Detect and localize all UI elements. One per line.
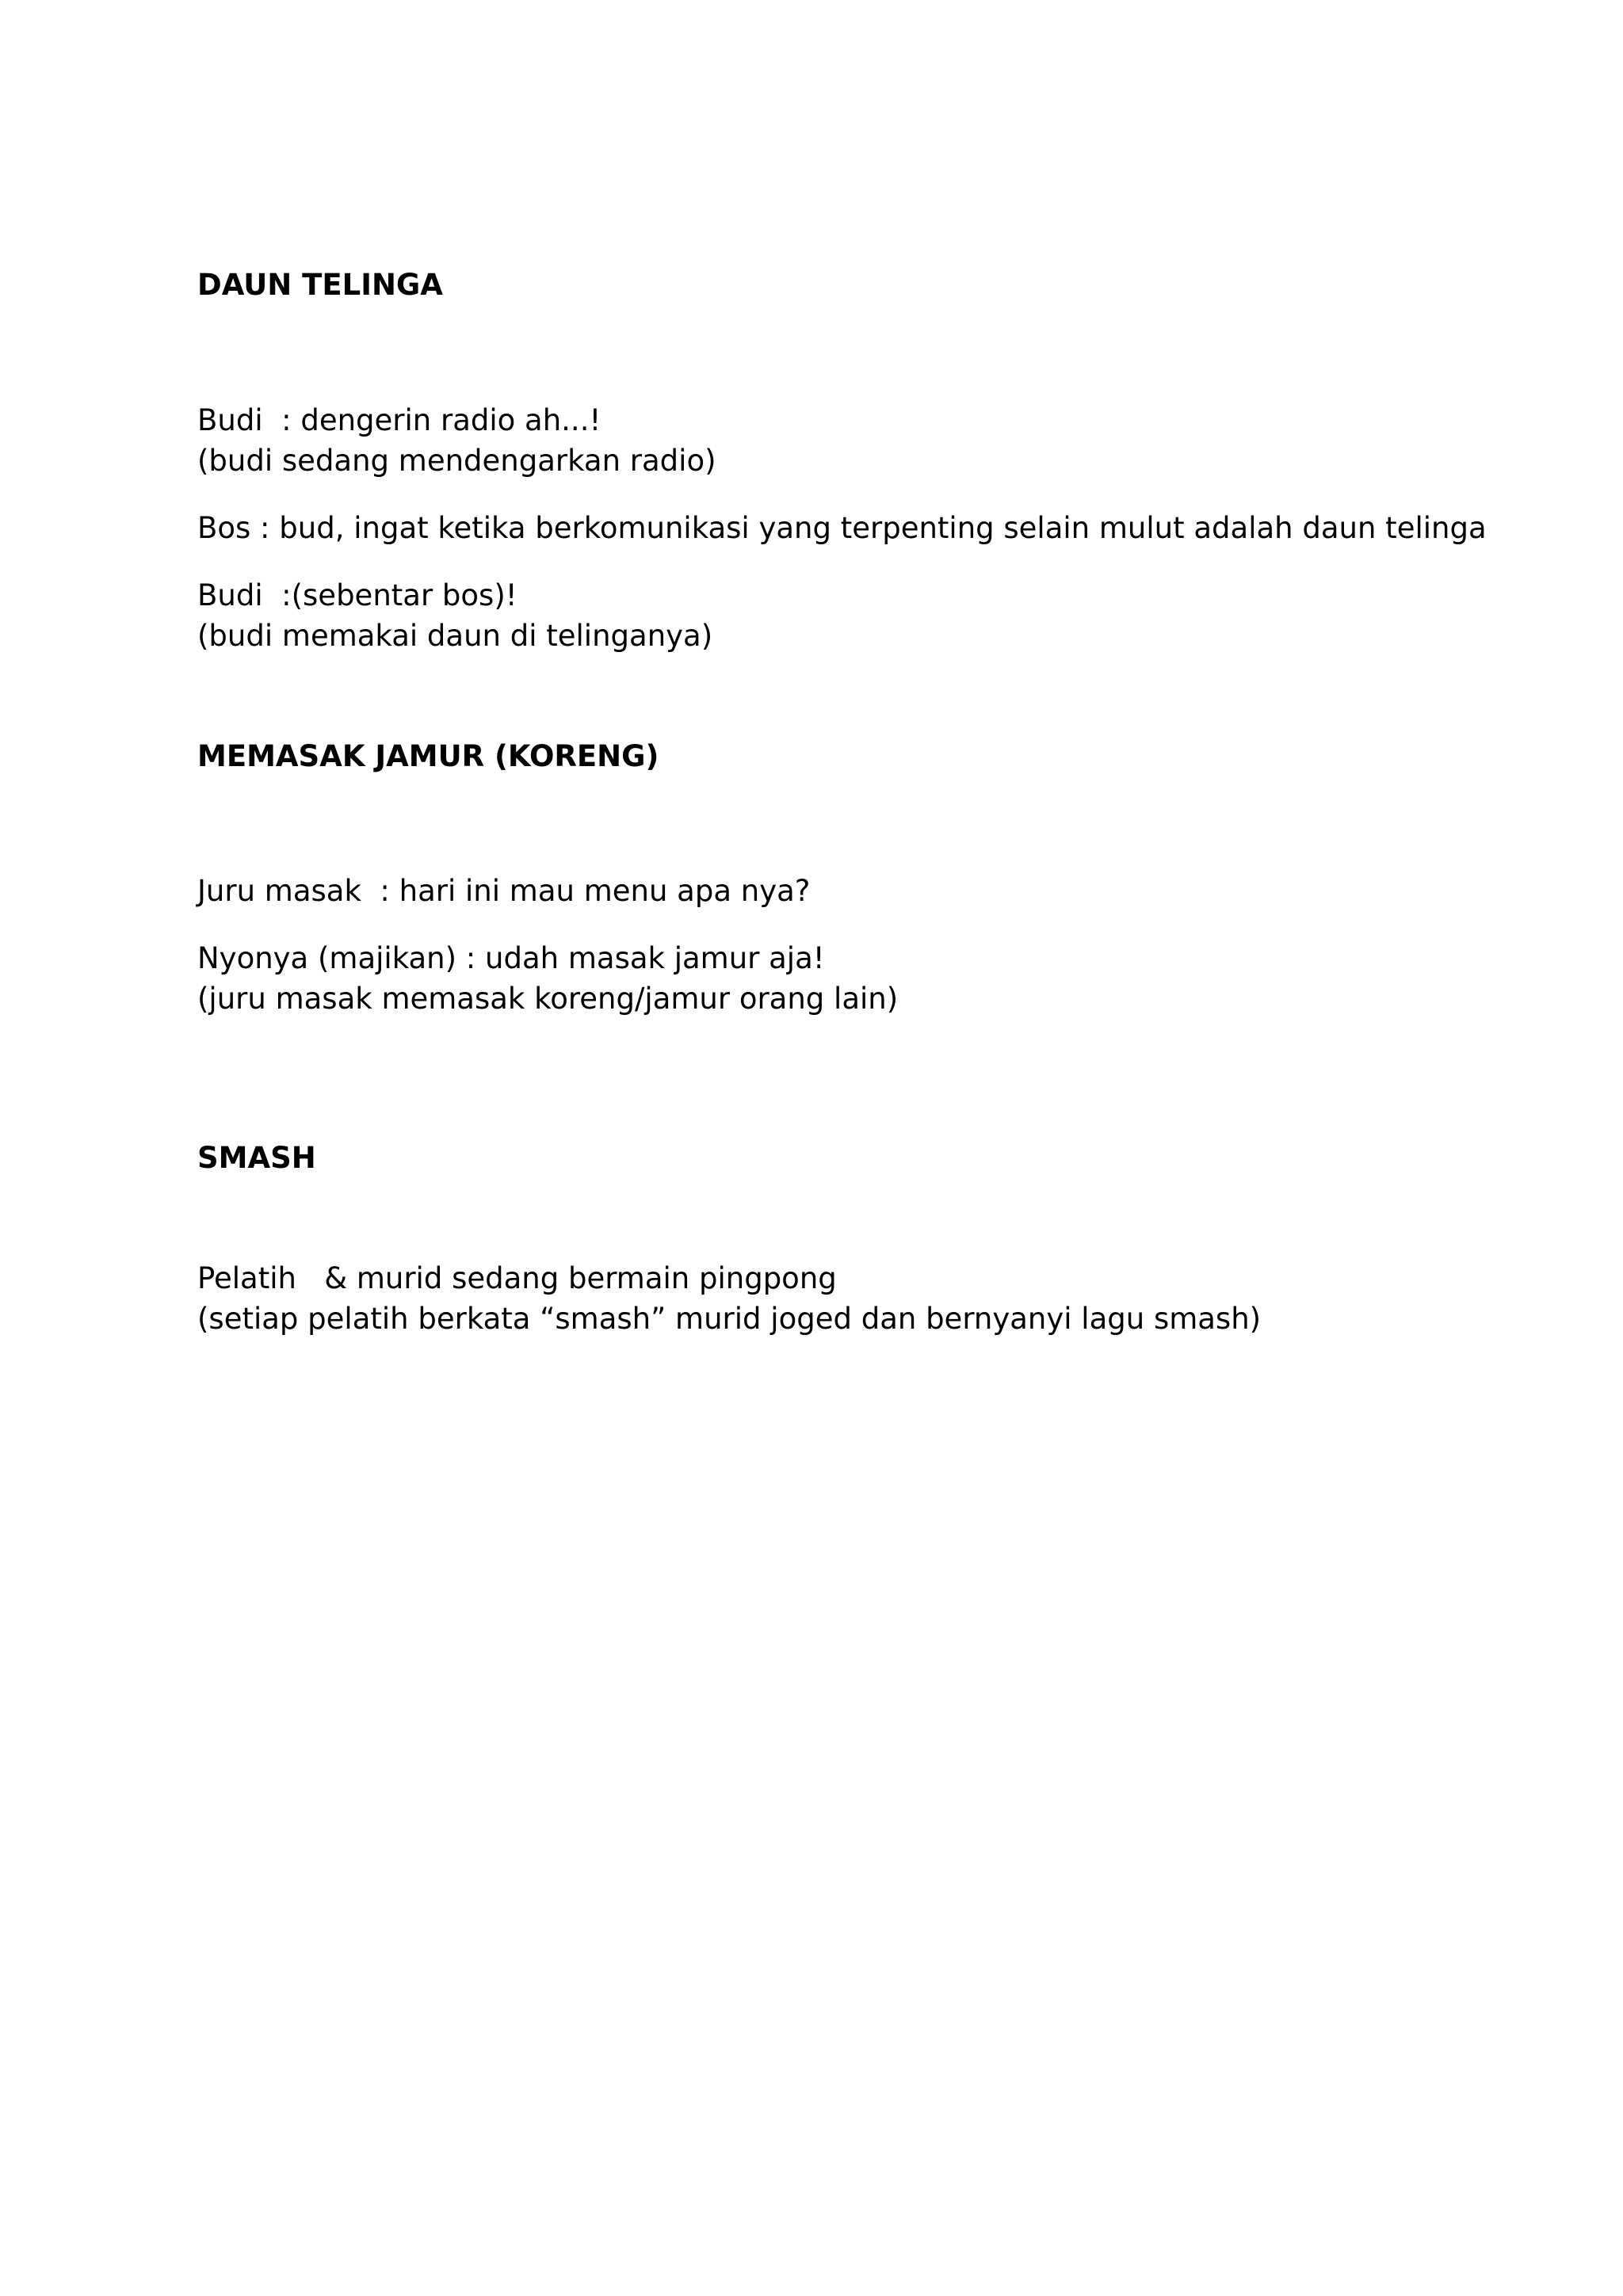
- dialogue-line: Juru masak : hari ini mau menu apa nya?: [197, 874, 811, 908]
- stage-direction: Pelatih & murid sedang bermain pingpong: [197, 1261, 837, 1295]
- dialogue-line: Budi :(sebentar bos)!: [197, 578, 517, 612]
- dialogue-line: Budi : dengerin radio ah...!: [197, 403, 601, 437]
- stage-direction: (setiap pelatih berkata “smash” murid joged dan bernyanyi lagu smash): [197, 1302, 1262, 1336]
- stage-direction: (budi memakai daun di telinganya): [197, 619, 713, 653]
- stage-direction: (juru masak memasak koreng/jamur orang lain): [197, 982, 899, 1016]
- section-heading-daun-telinga: DAUN TELINGA: [197, 268, 443, 302]
- stage-direction: (budi sedang mendengarkan radio): [197, 444, 716, 478]
- section-heading-memasak-jamur: MEMASAK JAMUR (KORENG): [197, 739, 659, 773]
- dialogue-line: Bos : bud, ingat ketika berkomunikasi yang terpenting selain mulut adalah daun telinga: [197, 511, 1487, 545]
- dialogue-line: Nyonya (majikan) : udah masak jamur aja!: [197, 941, 825, 975]
- section-heading-smash: SMASH: [197, 1141, 316, 1175]
